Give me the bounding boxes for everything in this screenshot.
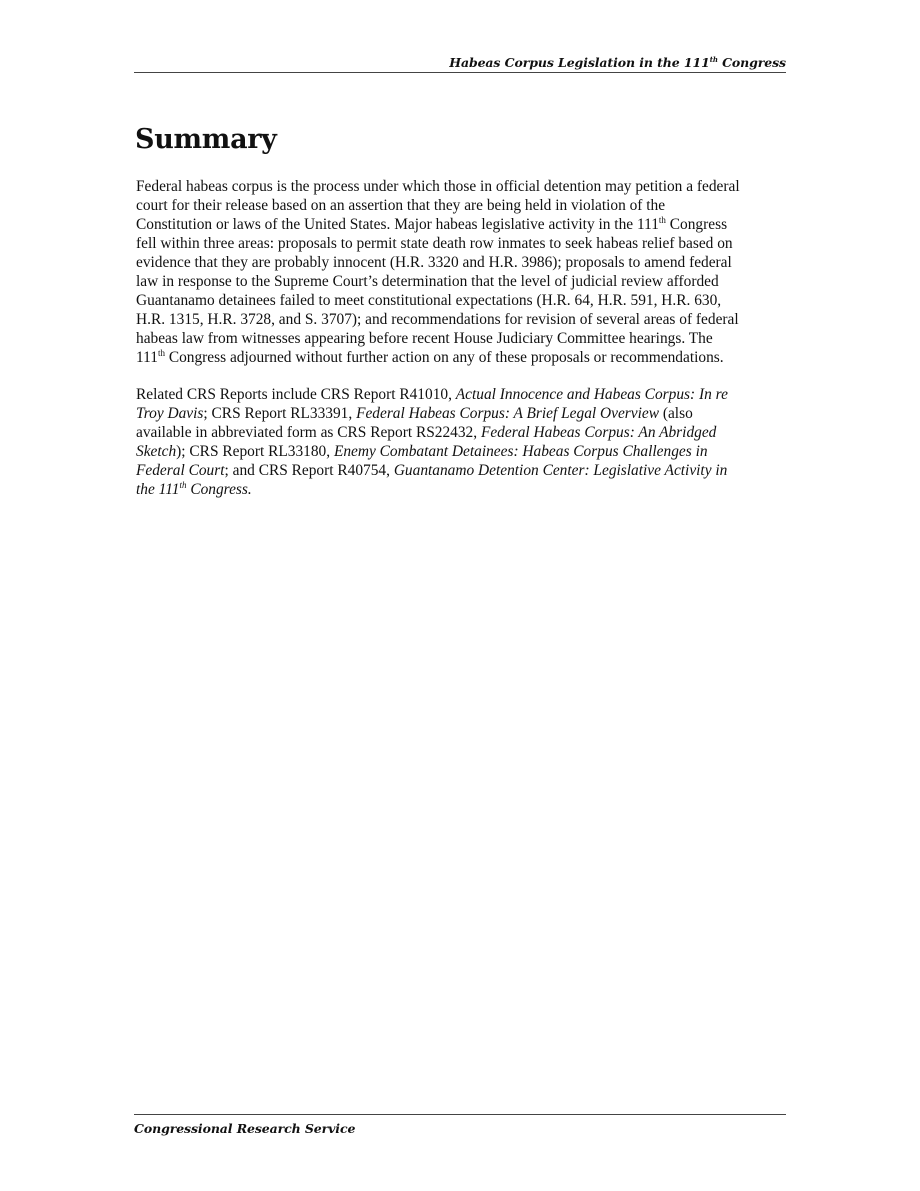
text-run: Related CRS Reports include CRS Report R41010,	[136, 386, 456, 403]
ordinal-superscript: th	[157, 347, 165, 358]
text-line: court for their release based on an assertion that they are being held in violation of the	[136, 197, 666, 214]
text-run: available in abbreviated form as CRS Report RS22432,	[136, 424, 481, 441]
summary-body	[136, 177, 788, 517]
report-title: Sketch	[136, 443, 177, 460]
report-title: Enemy Combatant Detainees: Habeas Corpus Challenges in	[333, 443, 708, 460]
report-title: Federal Court	[136, 462, 225, 479]
text-line	[136, 348, 788, 367]
text-line: habeas law from witnesses appearing before recent House Judiciary Committee hearings. The	[136, 330, 713, 347]
running-header	[134, 55, 786, 73]
report-title: Guantanamo Detention Center: Legislative Activity in	[393, 462, 728, 479]
running-title: Habeas Corpus Legislation in the 111	[449, 55, 710, 70]
page-footer: Congressional Research Service	[134, 1114, 786, 1136]
report-title: Congress.	[186, 481, 252, 498]
text-line	[136, 404, 788, 423]
text-line: Guantanamo detainees failed to meet constitutional expectations (H.R. 64, H.R. 591, H.R. 630,	[136, 292, 722, 309]
report-title: Troy Davis	[136, 405, 204, 422]
text-line: Federal habeas corpus is the process under which those in official detention may petition a federal	[136, 178, 740, 195]
text-run: ; CRS Report RL33391,	[203, 405, 357, 422]
summary-paragraph-2	[136, 385, 788, 499]
text-line: fell within three areas: proposals to permit state death row inmates to seek habeas relief based on	[136, 235, 733, 252]
report-title: Actual Innocence and Habeas Corpus: In re	[455, 386, 728, 403]
text-run: Congress	[665, 216, 728, 233]
text-line	[136, 385, 788, 404]
text-run: Congress adjourned without further action on any of these proposals or recommendations.	[164, 349, 724, 366]
text-line	[136, 480, 788, 499]
text-run: ); CRS Report RL33180,	[176, 443, 334, 460]
text-run: 111	[136, 349, 158, 366]
report-title: the 111	[136, 481, 180, 498]
report-title: Federal Habeas Corpus: A Brief Legal Overview	[356, 405, 659, 422]
ordinal-superscript: th	[658, 214, 666, 225]
ordinal-superscript: th	[179, 479, 187, 490]
running-title-superscript: th	[709, 54, 718, 64]
running-title-end: Congress	[717, 55, 786, 70]
report-title: Federal Habeas Corpus: An Abridged	[480, 424, 717, 441]
text-run: ; and CRS Report R40754,	[224, 462, 394, 479]
text-line	[136, 442, 788, 461]
summary-paragraph-1	[136, 177, 788, 367]
text-line	[136, 423, 788, 442]
text-line	[136, 461, 788, 480]
text-run: Constitution or laws of the United States. Major habeas legislative activity in the 111	[136, 216, 659, 233]
text-line	[136, 215, 788, 234]
text-run: (also	[659, 405, 693, 422]
text-line: H.R. 1315, H.R. 3728, and S. 3707); and recommendations for revision of several areas of federal	[136, 311, 739, 328]
text-line: law in response to the Supreme Court’s determination that the level of judicial review afforded	[136, 273, 719, 290]
text-line: evidence that they are probably innocent (H.R. 3320 and H.R. 3986); proposals to amend federal	[136, 254, 732, 271]
section-title: Summary	[135, 124, 277, 155]
